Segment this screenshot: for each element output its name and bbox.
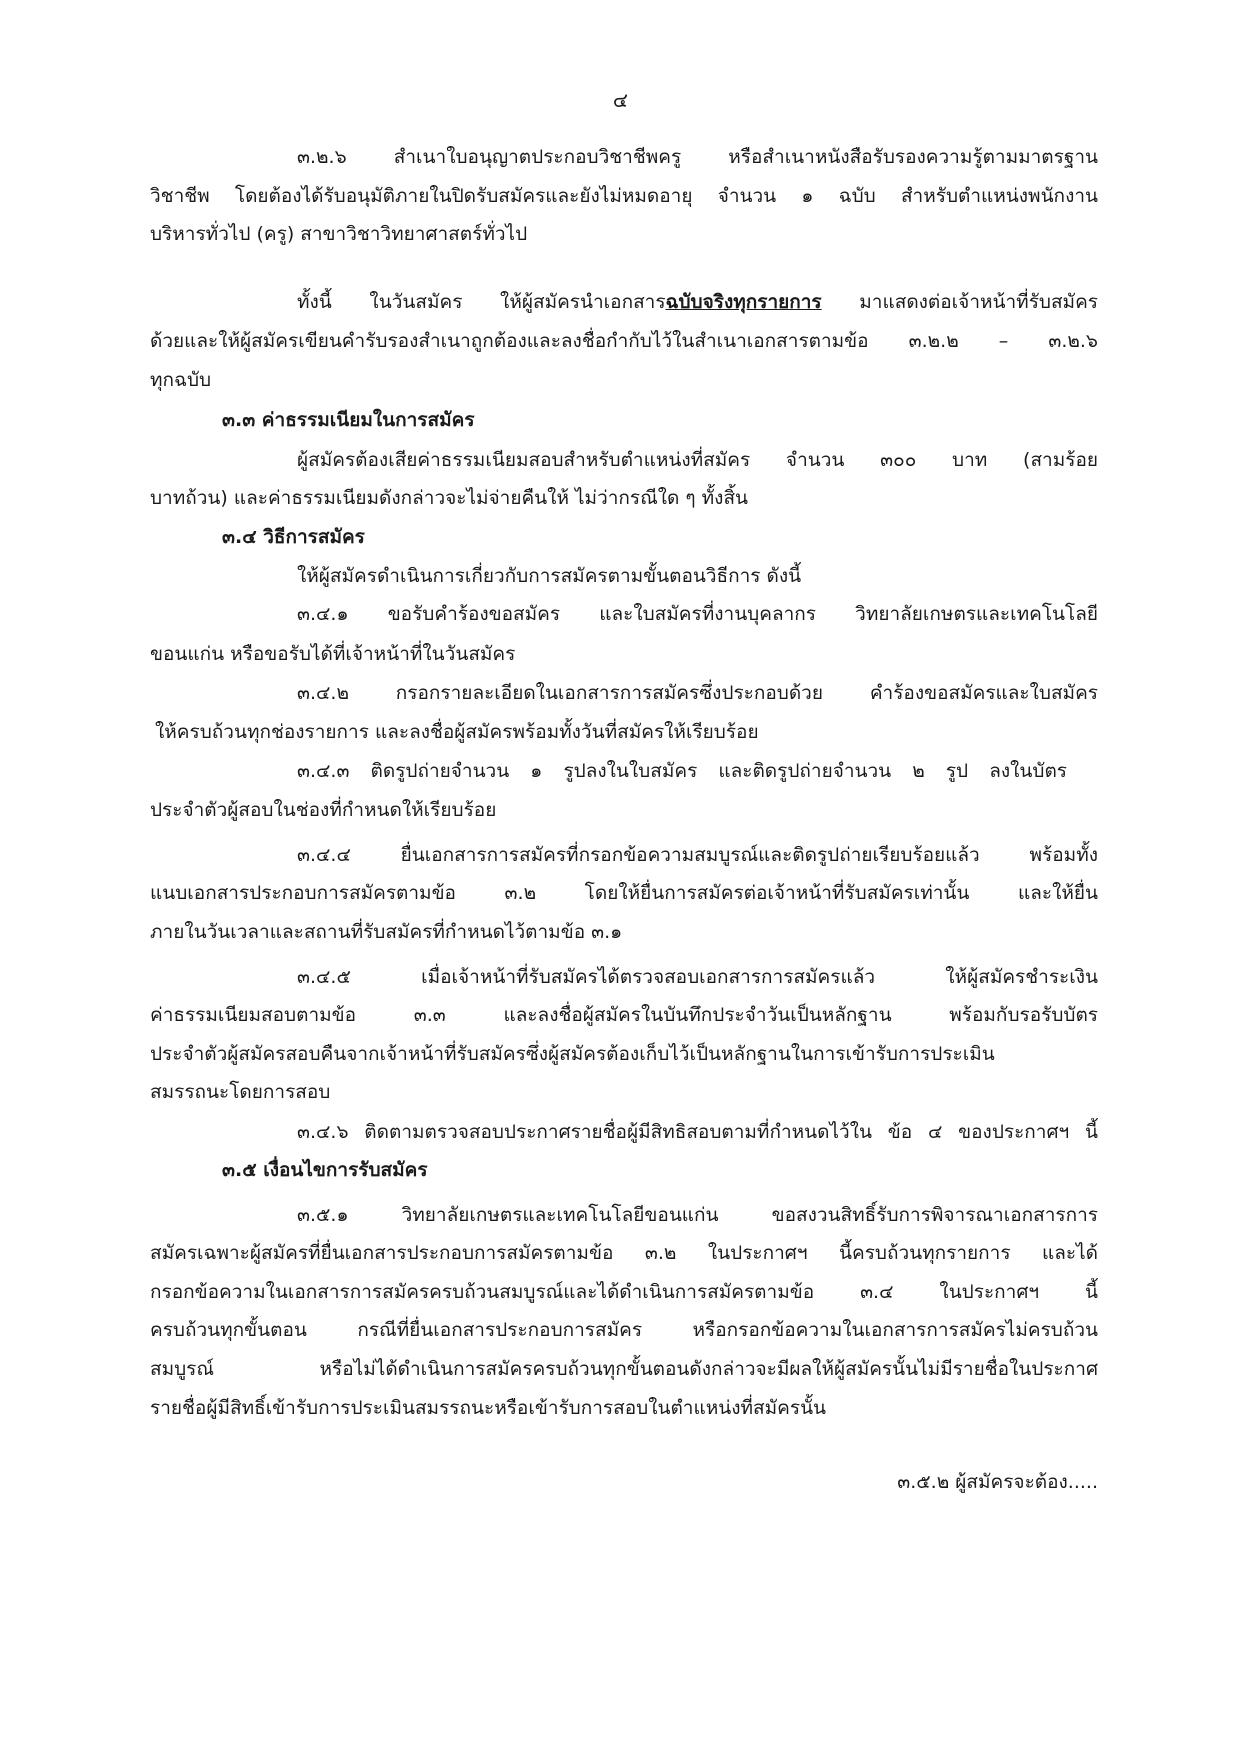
para-33-line-2: บาทถ้วน) และค่าธรรมเนียมดังกล่าวจะไม่จ่ายคืนให้ ไม่ว่ากรณีใด ๆ ทั้งสิ้น: [150, 487, 749, 509]
para-345-line-4: สมรรถนะโดยการสอบ: [150, 1081, 331, 1103]
para-341-line-1: ๓.๔.๑ ขอรับคำร้องขอสมัคร และใบสมัครที่งานบุคลากร วิทยาลัยเกษตรและเทคโนโลยี: [297, 603, 1098, 625]
note-line-3: ทุกฉบับ: [150, 369, 212, 391]
heading-3-4: ๓.๔ วิธีการสมัคร: [222, 526, 365, 548]
para-344-line-2: แนบเอกสารประกอบการสมัครตามข้อ ๓.๒ โดยให้ยื่นการสมัครต่อเจ้าหน้าที่รับสมัครเท่านั้น และให้ยื่น: [150, 882, 1098, 904]
para-351-line-2: สมัครเฉพาะผู้สมัครที่ยื่นเอกสารประกอบการสมัครตามข้อ ๓.๒ ในประกาศฯ นี้ครบถ้วนทุกรายการ และได้: [150, 1242, 1098, 1264]
para-34-intro: ให้ผู้สมัครดำเนินการเกี่ยวกับการสมัครตามขั้นตอนวิธีการ ดังนี้: [297, 565, 802, 587]
para-351-line-6: รายชื่อผู้มีสิทธิ์เข้ารับการประเมินสมรรถนะหรือเข้ารับการสอบในตำแหน่งที่สมัครนั้น: [150, 1397, 827, 1419]
heading-3-5: ๓.๕ เงื่อนไขการรับสมัคร: [222, 1159, 428, 1181]
para-342-line-1: ๓.๔.๒ กรอกรายละเอียดในเอกสารการสมัครซึ่งประกอบด้วย คำร้องขอสมัครและใบสมัคร: [297, 682, 1098, 704]
para-351-line-3: กรอกข้อความในเอกสารการสมัครครบถ้วนสมบูรณ์และได้ดำเนินการสมัครตามข้อ ๓.๔ ในประกาศฯ นี้: [150, 1281, 1098, 1303]
heading-3-3: ๓.๓ ค่าธรรมเนียมในการสมัคร: [222, 409, 475, 431]
para-343-line-2: ประจำตัวผู้สอบในช่องที่กำหนดให้เรียบร้อย: [150, 799, 497, 821]
para-351-line-1: ๓.๕.๑ วิทยาลัยเกษตรและเทคโนโลยีขอนแก่น ขอสงวนสิทธิ์รับการพิจารณาเอกสารการ: [297, 1204, 1098, 1226]
page-number: ๔: [612, 88, 629, 112]
para-33-line-1: ผู้สมัครต้องเสียค่าธรรมเนียมสอบสำหรับตำแหน่งที่สมัคร จำนวน ๓๐๐ บาท (สามร้อย: [297, 449, 1098, 471]
para-345-line-2: ค่าธรรมเนียมสอบตามข้อ ๓.๓ และลงชื่อผู้สมัครในบันทึกประจำวันเป็นหลักฐาน พร้อมกับรอรับบัตร: [150, 1004, 1098, 1026]
note-line-2: ด้วยและให้ผู้สมัครเขียนคำรับรองสำเนาถูกต้องและลงชื่อกำกับไว้ในสำเนาเอกสารตามข้อ ๓.๒.๒ – ๓.๒.๖: [150, 330, 1098, 352]
para-345-line-1: ๓.๔.๕ เมื่อเจ้าหน้าที่รับสมัครได้ตรวจสอบเอกสารการสมัครแล้ว ให้ผู้สมัครชำระเงิน: [297, 966, 1098, 988]
para-342-line-2: ให้ครบถ้วนทุกช่องรายการ และลงชื่อผู้สมัครพร้อมทั้งวันที่สมัครให้เรียบร้อย: [155, 721, 759, 743]
note-line-1: [297, 290, 1098, 314]
para-351-line-5: สมบูรณ์ หรือไม่ได้ดำเนินการสมัครครบถ้วนทุกขั้นตอนดังกล่าวจะมีผลให้ผู้สมัครนั้นไม่มีรายชื่อในประกาศ: [150, 1358, 1098, 1380]
para-345-line-3: ประจำตัวผู้สมัครสอบคืนจากเจ้าหน้าที่รับสมัครซึ่งผู้สมัครต้องเก็บไว้เป็นหลักฐานในการเข้ารับการประเมิน: [150, 1043, 995, 1065]
para-326-line-2: วิชาชีพ โดยต้องได้รับอนุมัติภายในปิดรับสมัครและยังไม่หมดอายุ จำนวน ๑ ฉบับ สำหรับตำแหน่งพนักงาน: [150, 185, 1098, 207]
para-343-line-1: ๓.๔.๓ ติดรูปถ่ายจำนวน ๑ รูปลงในใบสมัคร และติดรูปถ่ายจำนวน ๒ รูป ลงในบัตร: [297, 760, 1067, 782]
note-text-post: มาแสดงต่อเจ้าหน้าที่รับสมัคร: [821, 291, 1098, 313]
para-351-line-4: ครบถ้วนทุกขั้นตอน กรณีที่ยื่นเอกสารประกอบการสมัคร หรือกรอกข้อความในเอกสารการสมัครไม่ครบถ้วน: [150, 1319, 1098, 1341]
continuation-text: ๓.๕.๒ ผู้สมัครจะต้อง.....: [897, 1471, 1098, 1493]
para-326-line-1: ๓.๒.๖ สำเนาใบอนุญาตประกอบวิชาชีพครู หรือสำเนาหนังสือรับรองความรู้ตามมาตรฐาน: [297, 146, 1098, 168]
para-346: ๓.๔.๖ ติดตามตรวจสอบประกาศรายชื่อผู้มีสิทธิสอบตามที่กำหนดไว้ใน ข้อ ๔ ของประกาศฯ นี้: [297, 1121, 1098, 1143]
para-344-line-3: ภายในวันเวลาและสถานที่รับสมัครที่กำหนดไว้ตามข้อ ๓.๑: [150, 921, 623, 943]
original-documents-emphasis: ฉบับจริงทุกรายการ: [665, 291, 822, 313]
para-341-line-2: ขอนแก่น หรือขอรับได้ที่เจ้าหน้าที่ในวันสมัคร: [150, 643, 516, 665]
para-326-line-3: บริหารทั่วไป (ครู) สาขาวิชาวิทยาศาสตร์ทั่วไป: [150, 223, 528, 245]
note-text-pre: ทั้งนี้ ในวันสมัคร ให้ผู้สมัครนำเอกสาร: [297, 291, 666, 313]
para-344-line-1: ๓.๔.๔ ยื่นเอกสารการสมัครที่กรอกข้อความสมบูรณ์และติดรูปถ่ายเรียบร้อยแล้ว พร้อมทั้ง: [297, 844, 1098, 866]
